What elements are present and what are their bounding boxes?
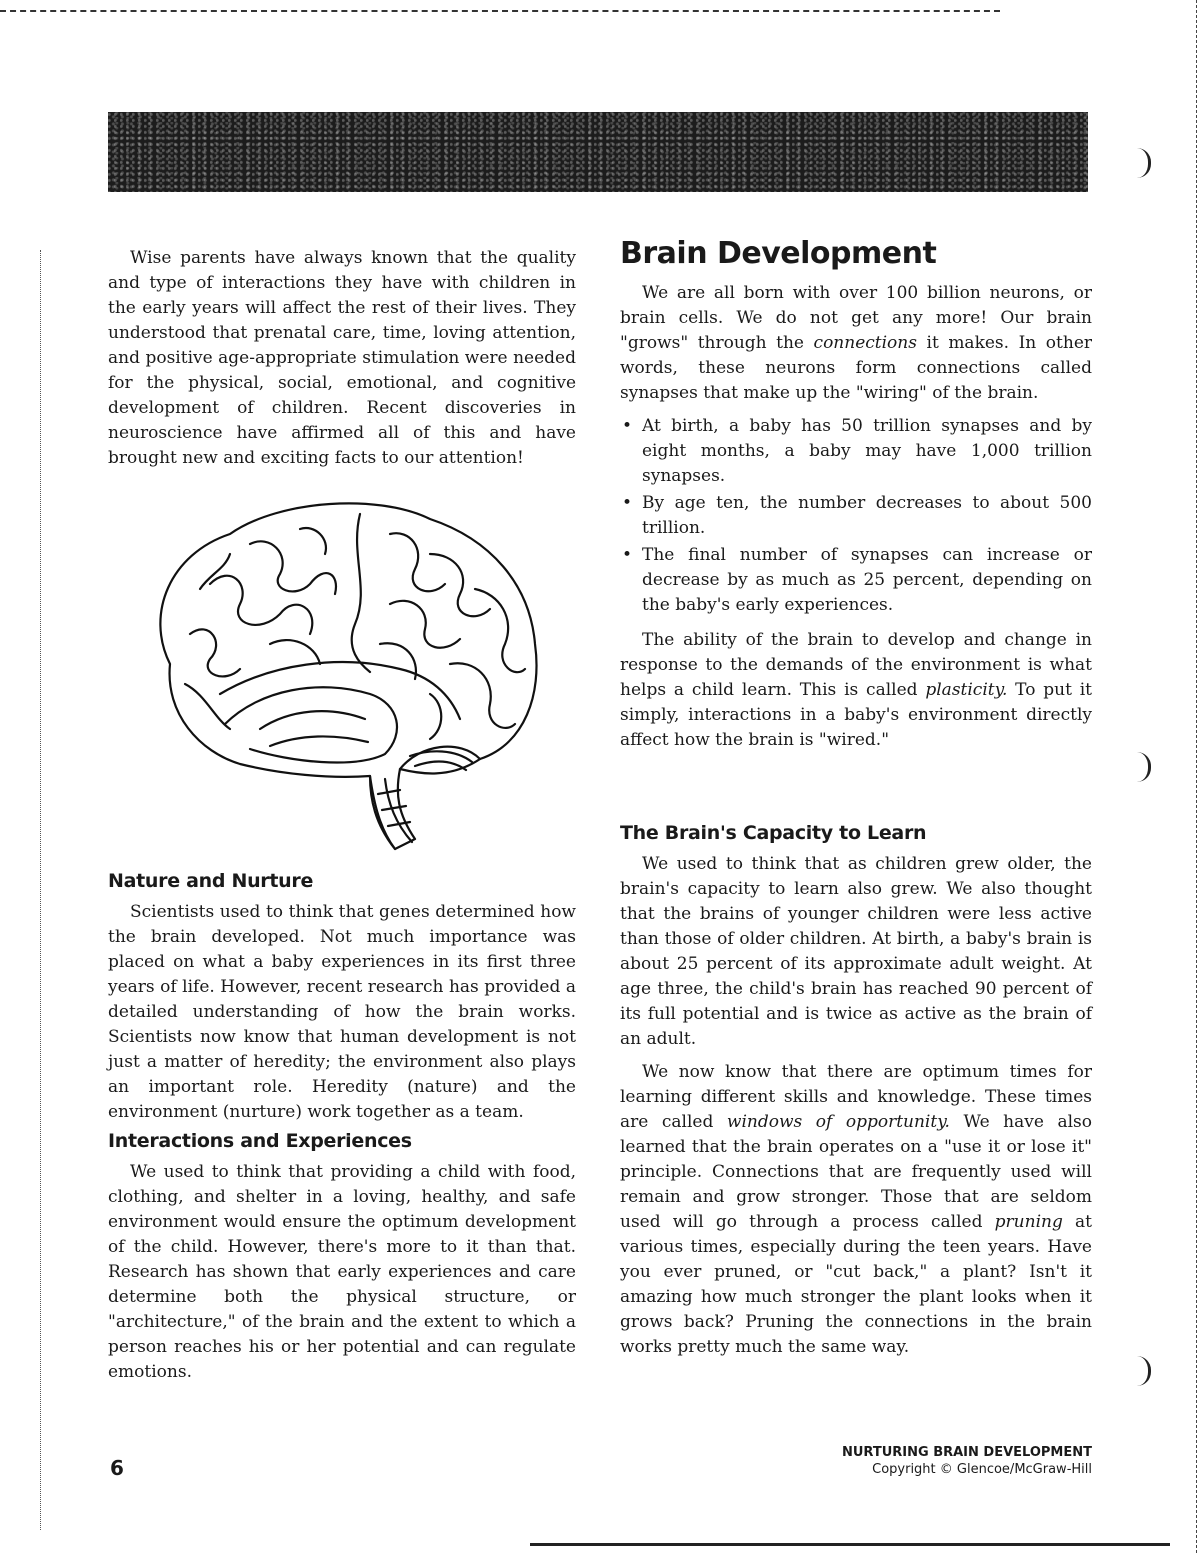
brain-development-intro [620, 281, 1092, 406]
intro-section [108, 246, 576, 479]
windows-emphasis: windows of opportunity. [726, 1112, 950, 1132]
capacity-text-part: We now know that there are optimum times for learning different skills and knowledge. These times are called [620, 1062, 1092, 1132]
capacity-paragraph-2 [620, 1060, 1092, 1360]
nature-paragraph: Scientists used to think that genes determined how the brain developed. Not much importance was placed on what a baby experiences in its first three years of life. However, recent research has provided a detailed understanding of how the brain works. Scientists now know that human development is not just a matter of heredity; the environment also plays an important role. Heredity (nature) and the environment (nurture) work together as a team. [108, 902, 576, 1122]
plasticity-paragraph [620, 628, 1092, 753]
intro-text-part: We are all born with over 100 billion neurons, or brain cells. We do not get any more! Our brain "grows" through the [620, 283, 1092, 353]
brain-illustration [130, 494, 560, 864]
page-footer [842, 1444, 1092, 1478]
list-item: • The final number of synapses can increase or decrease by as much as 25 percent, depending on the baby's early experiences. [642, 543, 1092, 618]
binder-hole-1 [1126, 148, 1151, 178]
copyright-notice: Copyright © Glencoe/McGraw-Hill [872, 1462, 1092, 1477]
capacity-paragraph-1: We used to think that as children grew older, the brain's capacity to learn also grew. We also thought that the brains of younger children were less active than those of older children. At birth, a baby's brain is about 25 percent of its approximate adult weight. At age three, the child's brain has reached 90 percent of its full potential and is twice as active as the brain of an adult. [620, 854, 1092, 1049]
header-banner [108, 112, 1088, 192]
binder-hole-2 [1126, 752, 1151, 782]
list-item: • By age ten, the number decreases to about 500 trillion. [642, 491, 1092, 541]
interactions-heading: Interactions and Experiences [108, 1130, 412, 1152]
right-edge-marks [1196, 0, 1197, 1553]
interactions-section [108, 1130, 576, 1393]
plasticity-emphasis: plasticity. [925, 680, 1008, 700]
pruning-emphasis: pruning [994, 1212, 1063, 1232]
top-scan-rule [0, 10, 1000, 12]
binder-hole-3 [1126, 1356, 1151, 1386]
brain-icon [130, 494, 560, 864]
left-margin-marks [40, 250, 43, 1530]
nature-heading: Nature and Nurture [108, 870, 314, 892]
page-number: 6 [110, 1456, 124, 1480]
brain-development-title: Brain Development [620, 236, 937, 271]
list-item: • At birth, a baby has 50 trillion synapses and by eight months, a baby may have 1,000 trillion synapses. [642, 414, 1092, 489]
capacity-text-part: We have also learned that the brain operates on a "use it or lose it" principle. Connections that are frequently used will remain and grow stronger. Those that are seldom used will go through a process called [620, 1112, 1093, 1232]
nature-section [108, 870, 576, 1133]
synapse-facts-list [620, 414, 1092, 618]
book-title: NURTURING BRAIN DEVELOPMENT [841, 1445, 1092, 1460]
intro-emphasis: connections [813, 333, 917, 353]
plasticity-text-part: To put it simply, interactions in a baby's environment directly affect how the brain is "wired." [620, 680, 1093, 750]
interactions-paragraph: We used to think that providing a child with food, clothing, and shelter in a loving, healthy, and safe environment would ensure the optimum development of the child. However, there's more to it than that. Research has shown that early experiences and care determine both the physical structure, or "architecture," of the brain and the extent to which a person reaches his or her potential and can regulate emotions. [108, 1162, 576, 1382]
brain-development-section [620, 236, 1092, 761]
plasticity-text-part: The ability of the brain to develop and change in response to the demands of the environment is what helps a child learn. This is called [620, 630, 1092, 700]
intro-text-part: it makes. In other words, these neurons form connections called synapses that make up the "wiring" of the brain. [620, 333, 1092, 403]
intro-paragraph: Wise parents have always known that the quality and type of interactions they have with children in the early years will affect the rest of their lives. They understood that prenatal care, time, loving attention, and positive age-appropriate stimulation were needed for the physical, social, emotional, and cognitive development of children. Recent discoveries in neuroscience have affirmed all of this and have brought new and exciting facts to our attention! [108, 248, 576, 468]
capacity-text-part: at various times, especially during the teen years. Have you ever pruned, or "cut back," a plant? Isn't it amazing how much stronger the plant looks when it grows back? Pruning the connections in the brain works pretty much the same way. [620, 1212, 1092, 1357]
capacity-heading: The Brain's Capacity to Learn [620, 822, 927, 844]
bottom-scan-rule [530, 1543, 1170, 1546]
capacity-section [620, 822, 1092, 1368]
